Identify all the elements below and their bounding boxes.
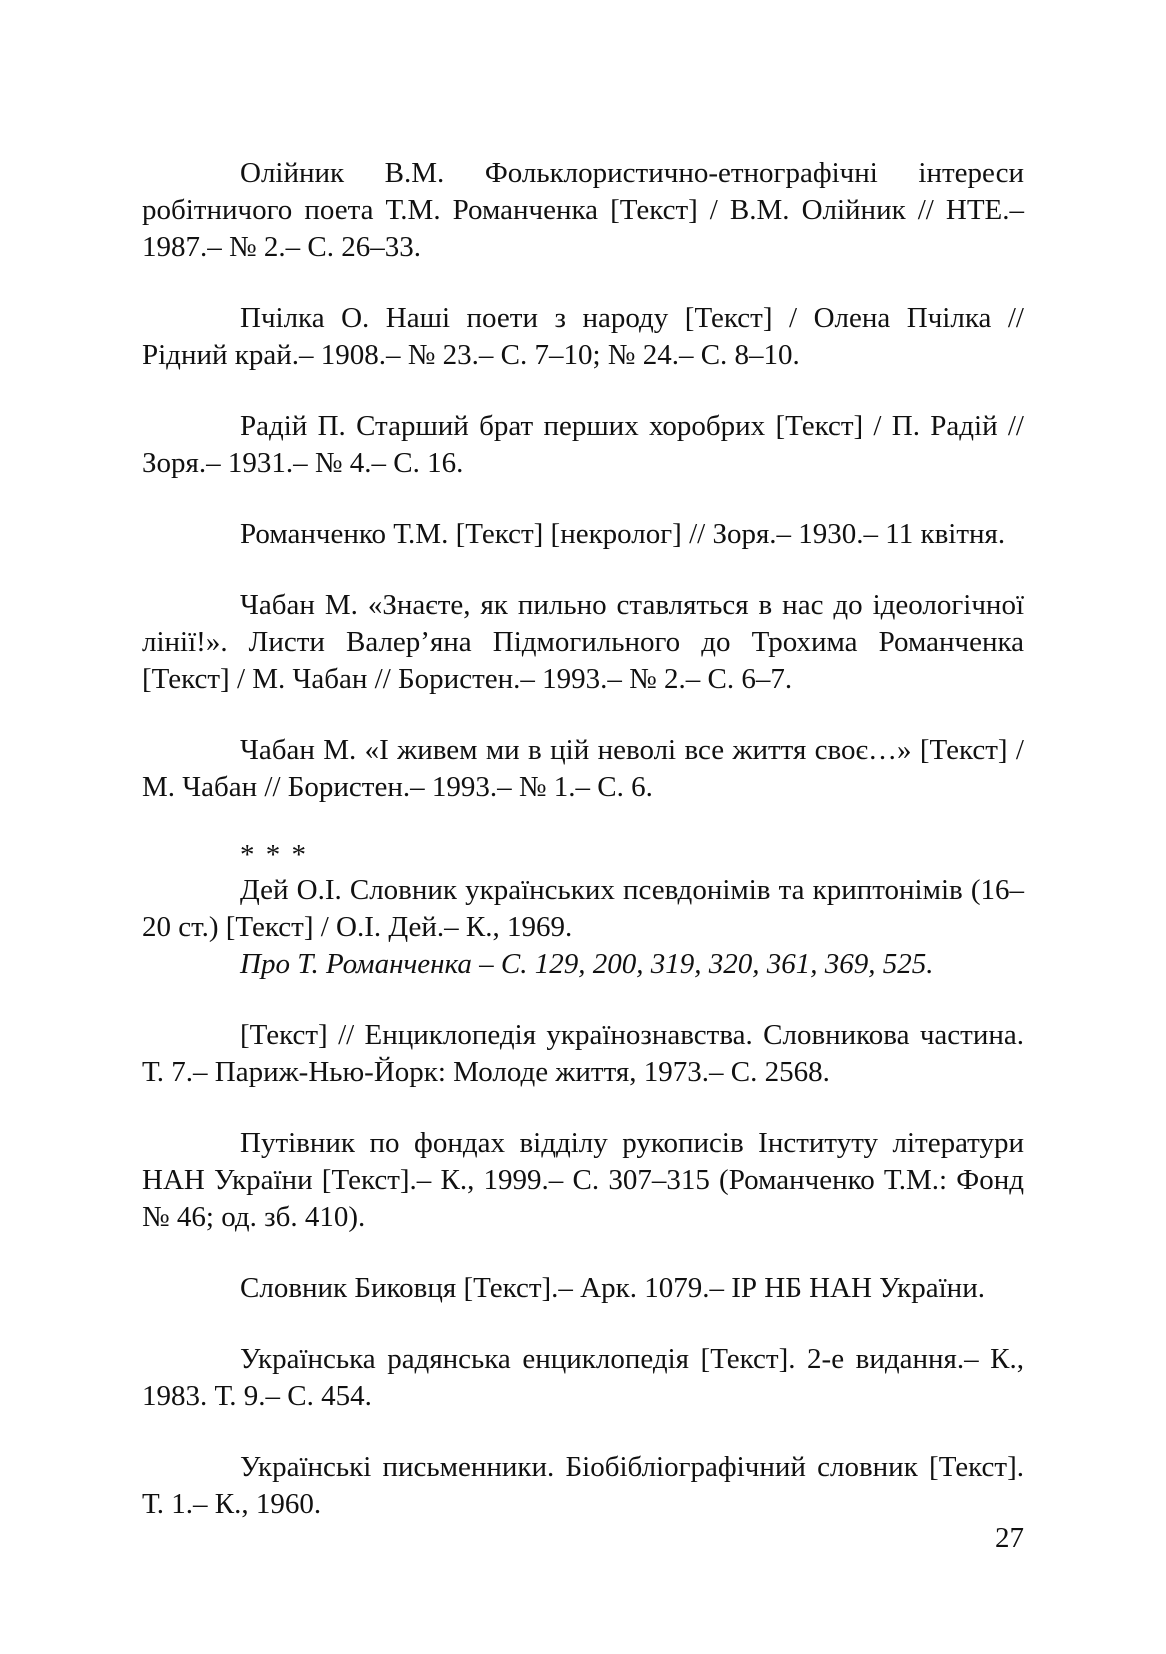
bibliography-entry-chaban-nevoli: Чабан М. «І живем ми в цій неволі все життя своє…» [Текст] / М. Чабан // Бористен.– 1993.– № 1.– С. 6. [142, 734, 1024, 803]
bibliography-page [142, 155, 1024, 1595]
bibliography-entry-olijnyk: Олійник В.М. Фольклористично-етнографічні інтереси робітничого поета Т.М. Романченка [Текст] / В.М. Олійник // НТЕ.– 1987.– № 2.– С. 26–33. [142, 157, 1024, 263]
bibliography-entry-slovnyk-bykovtsia: Словник Биковця [Текст].– Арк. 1079.– ІР НБ НАН України. [240, 1272, 985, 1304]
bibliography-entry-chaban-letters: Чабан М. «Знаєте, як пильно ставляться в нас до ідеологічної лінії!». Листи Валер’яна Підмогильного до Трохима Романченка [Текст] / М. Чабан // Бористен.– 1993.– № 2.– С. 6–7. [142, 589, 1024, 695]
bibliography-entry-pchilka: Пчілка О. Наші поети з народу [Текст] / Олена Пчілка // Рідний край.– 1908.– № 23.– С. 7–10; № 24.– С. 8–10. [142, 302, 1024, 371]
page-number: 27 [995, 1522, 1024, 1554]
dei-entry-note: Про Т. Романченка – С. 129, 200, 319, 320, 361, 369, 525. [240, 948, 934, 980]
bibliography-entry-putivnyk: Путівник по фондах відділу рукописів Інституту літератури НАН України [Текст].– К., 1999.– С. 307–315 (Романченко Т.М.: Фонд № 46; од. зб. 410). [142, 1127, 1024, 1233]
bibliography-entry-romanchenko-obituary: Романченко Т.М. [Текст] [некролог] // Зоря.– 1930.– 11 квітня. [240, 518, 1006, 550]
bibliography-entry-urе: Українська радянська енциклопедія [Текст]. 2-е видання.– К., 1983. Т. 9.– С. 454. [142, 1343, 1024, 1412]
dei-entry-text: Дей О.І. Словник українських псевдонімів та криптонімів (16–20 ст.) [Текст] / О.І. Дей.– К., 1969. [142, 874, 1024, 943]
bibliography-entry-dei [142, 872, 1024, 983]
bibliography-entry-ukrainski-pysmennyky: Українські письменники. Біобібліографічний словник [Текст]. Т. 1.– К., 1960. [142, 1451, 1024, 1520]
bibliography-entry-radij: Радій П. Старший брат перших хоробрих [Текст] / П. Радій // Зоря.– 1931.– № 4.– С. 16. [142, 410, 1024, 479]
section-divider: * * * [240, 839, 308, 871]
bibliography-entry-encyclopedia-ukrainoznavstva: [Текст] // Енциклопедія українознавства. Словникова частина. Т. 7.– Париж-Нью-Йорк: Молоде життя, 1973.– С. 2568. [142, 1019, 1024, 1088]
